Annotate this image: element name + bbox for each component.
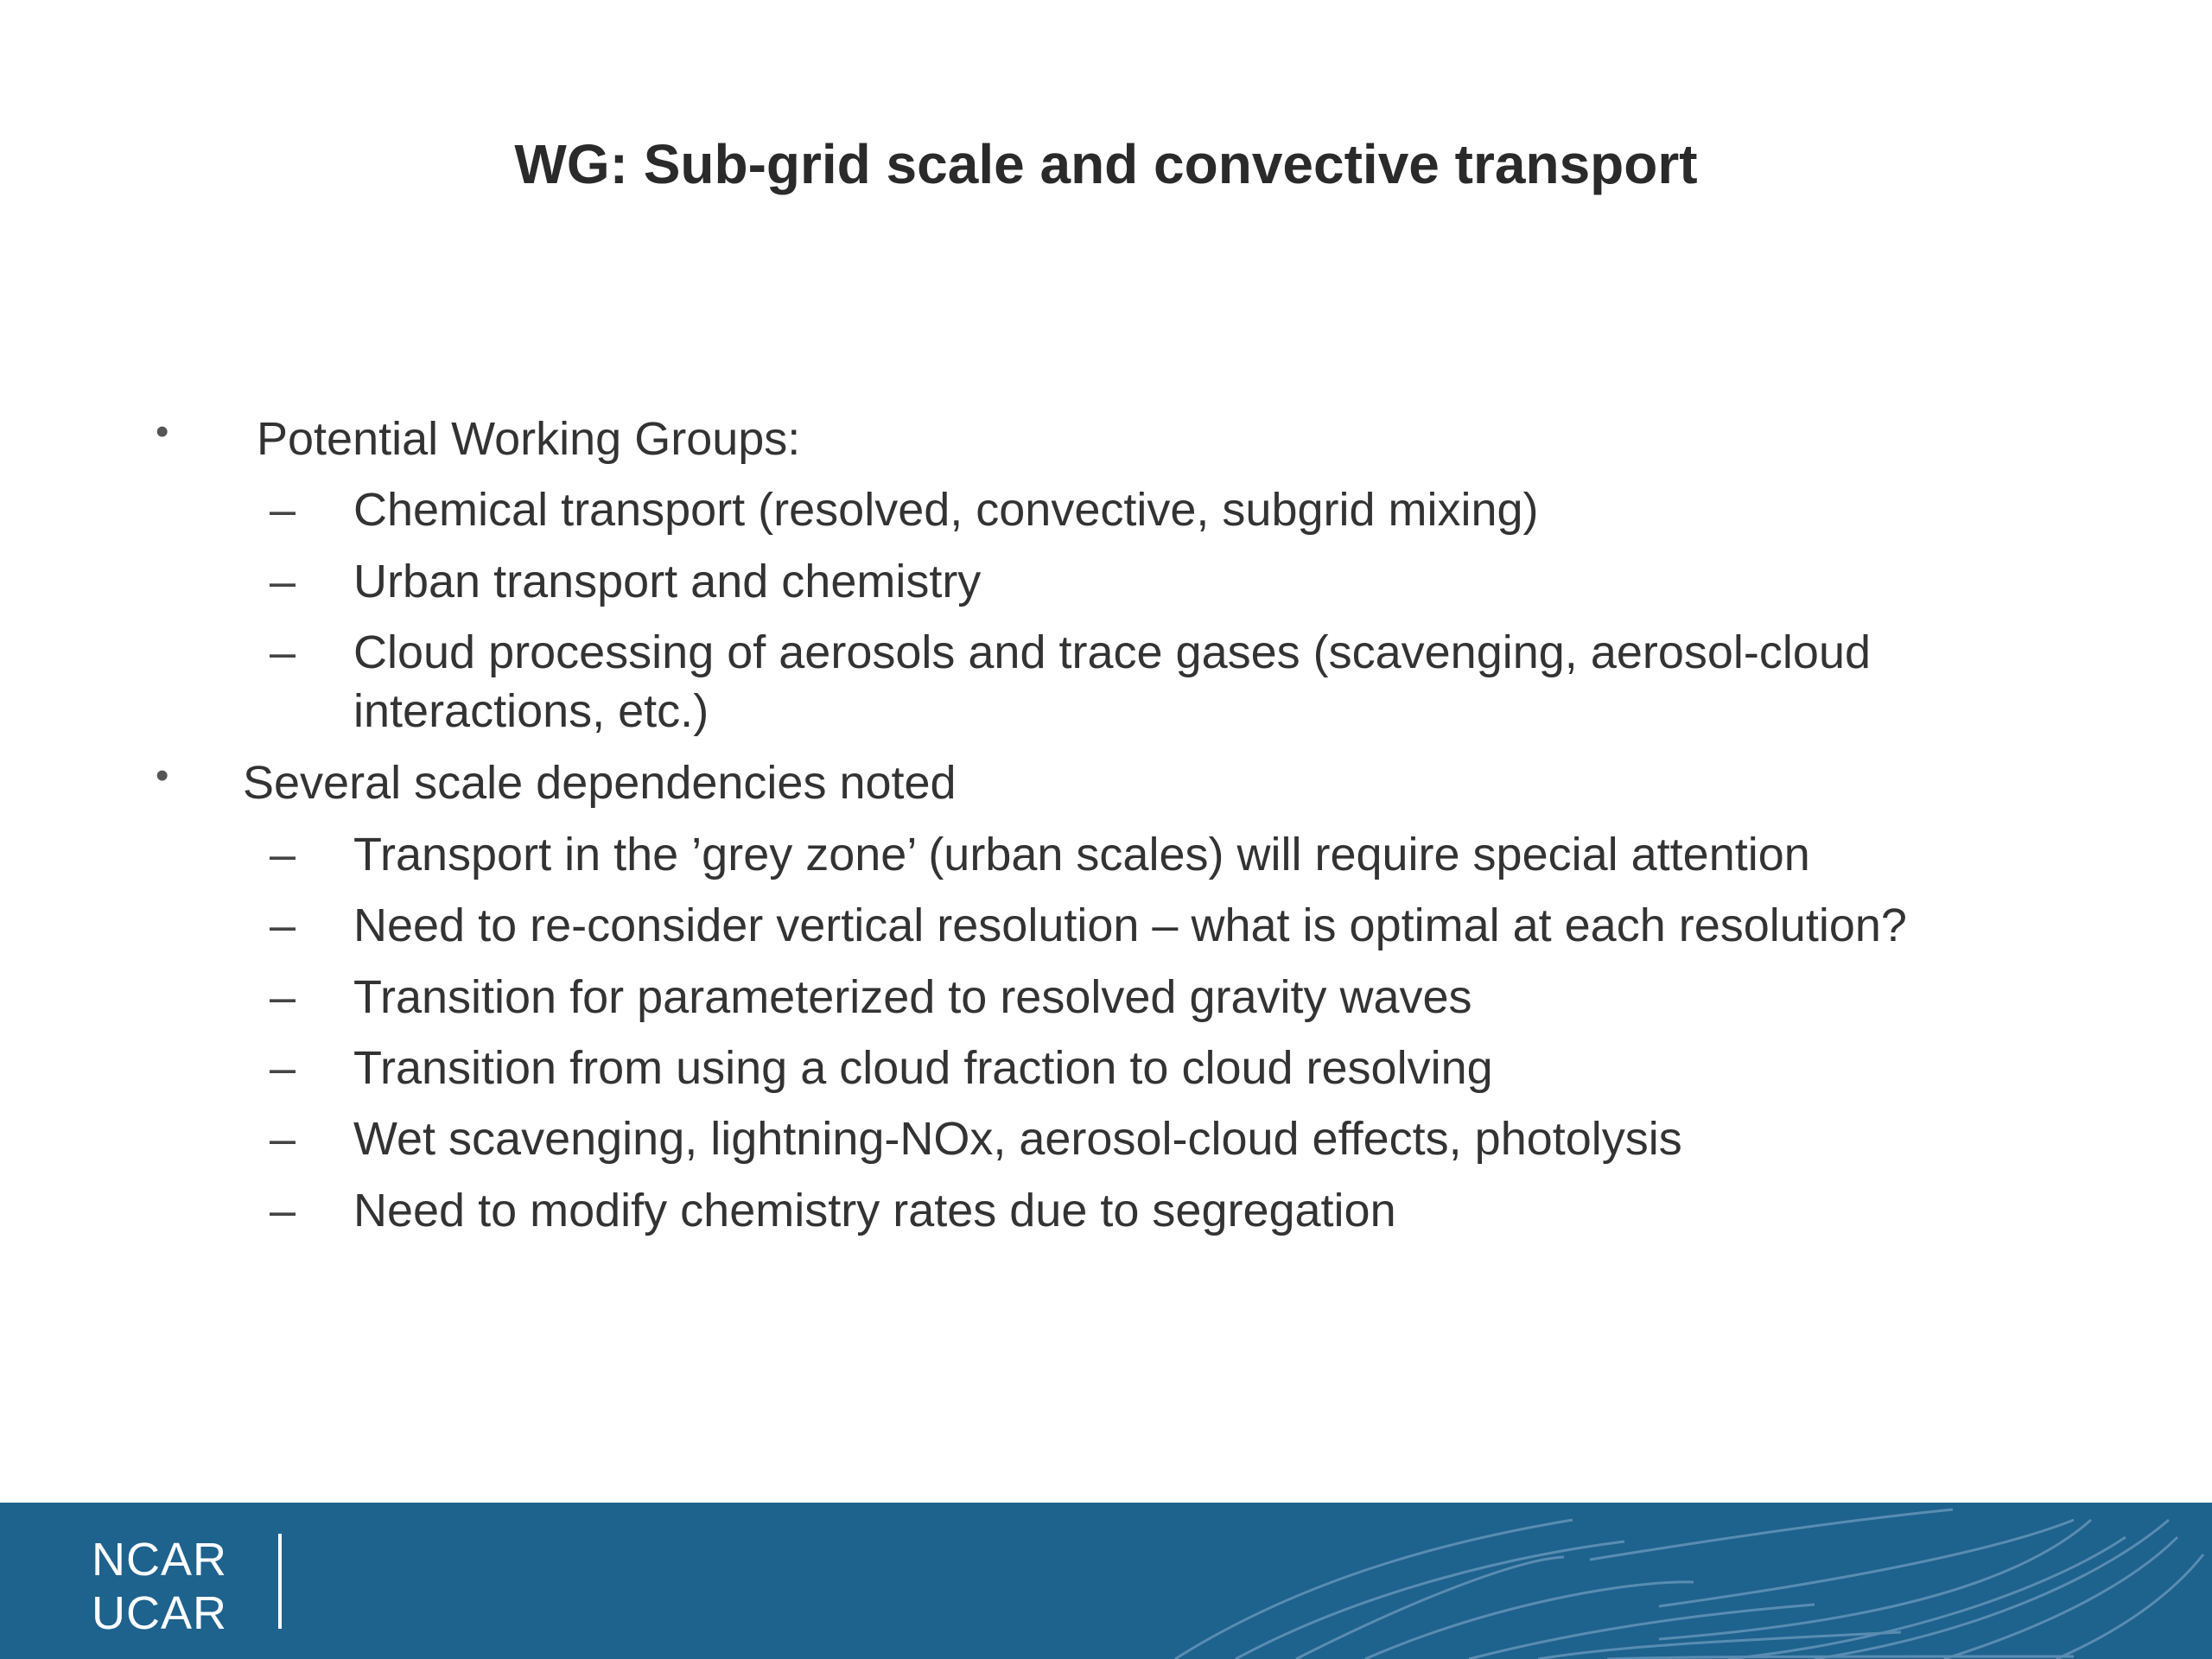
dash-marker: – bbox=[270, 899, 296, 951]
bullet-scale-dependencies: Several scale dependencies noted bbox=[243, 757, 957, 809]
sub-item: Wet scavenging, lightning-NOx, aerosol-cloud effects, photolysis bbox=[353, 1113, 1682, 1165]
slide-title: WG: Sub-grid scale and convective transport bbox=[514, 133, 1698, 195]
sub-item: Transport in the ’grey zone’ (urban scales) will require special attention bbox=[353, 829, 1810, 880]
dash-marker: – bbox=[270, 1042, 296, 1094]
bullet-potential-working-groups: Potential Working Groups: bbox=[257, 413, 801, 465]
flow-lines-graphic bbox=[0, 1503, 2212, 1659]
dash-marker: – bbox=[270, 1185, 296, 1236]
logo-ucar-text: UCAR bbox=[92, 1587, 228, 1639]
logo-ncar-text: NCAR bbox=[92, 1534, 228, 1586]
dash-marker: – bbox=[270, 484, 296, 536]
dash-marker: – bbox=[270, 626, 296, 678]
dash-marker: – bbox=[270, 971, 296, 1023]
dash-marker: – bbox=[270, 1113, 296, 1165]
dash-marker: – bbox=[270, 556, 296, 607]
dash-marker: – bbox=[270, 829, 296, 880]
bullet-marker: • bbox=[156, 410, 169, 453]
ncar-ucar-logo bbox=[92, 1533, 227, 1640]
sub-item: Need to re-consider vertical resolution – what is optimal at each resolution? bbox=[353, 899, 1907, 951]
sub-item: Transition for parameterized to resolved gravity waves bbox=[353, 971, 1472, 1023]
sub-item: Urban transport and chemistry bbox=[353, 556, 982, 607]
sub-item: Transition from using a cloud fraction to cloud resolving bbox=[353, 1042, 1493, 1094]
sub-item-continuation: interactions, etc.) bbox=[353, 685, 709, 737]
footer-band bbox=[0, 1503, 2212, 1659]
sub-item: Chemical transport (resolved, convective, subgrid mixing) bbox=[353, 484, 1539, 536]
bullet-marker: • bbox=[156, 754, 169, 797]
sub-item: Cloud processing of aerosols and trace gases (scavenging, aerosol-cloud bbox=[353, 626, 1872, 678]
logo-divider bbox=[278, 1534, 282, 1629]
sub-item: Need to modify chemistry rates due to segregation bbox=[353, 1185, 1396, 1236]
